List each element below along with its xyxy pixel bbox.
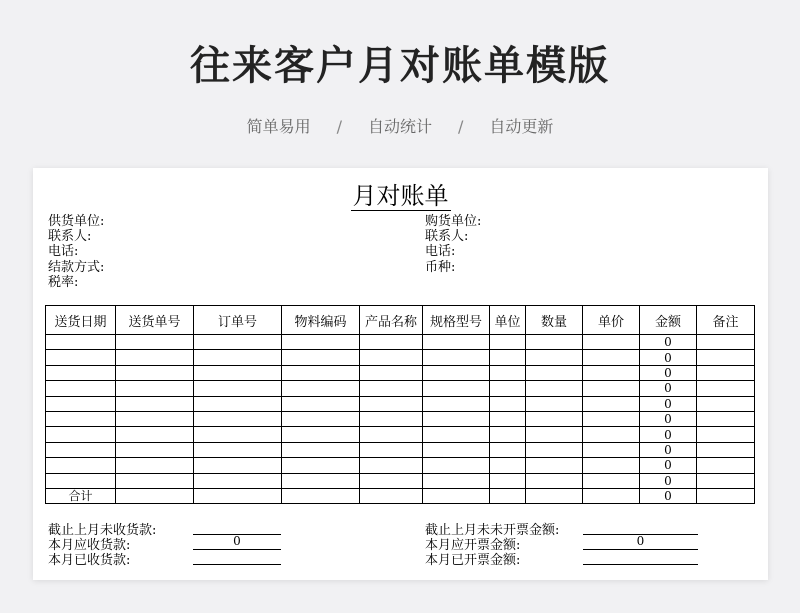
summary-value: 0: [193, 534, 281, 550]
buyer-field: 购货单位:: [425, 214, 482, 229]
amount-cell: 0: [640, 365, 697, 380]
table-cell: [490, 458, 526, 473]
table-cell: [116, 396, 194, 411]
table-cell: [360, 427, 423, 442]
table-cell: [423, 473, 490, 488]
table-cell: [282, 365, 360, 380]
column-header: 金额: [640, 306, 697, 335]
table-row: [46, 396, 755, 411]
subtitle-item: 自动统计: [367, 117, 432, 136]
summary-label: 截止上月未未开票金额:: [425, 523, 560, 538]
summary-label: 本月已开票金额:: [425, 553, 521, 568]
table-cell: [46, 442, 116, 457]
table-row: [46, 458, 755, 473]
buyer-info: [425, 214, 481, 275]
table-row: [46, 381, 755, 396]
statement-table: [45, 305, 755, 504]
table-cell: [360, 335, 423, 350]
table-cell: [46, 335, 116, 350]
table-cell: [360, 411, 423, 426]
table-cell: [116, 442, 194, 457]
column-header: 单位: [490, 306, 526, 335]
table-cell: [116, 458, 194, 473]
table-cell: [697, 442, 755, 457]
table-row: [46, 411, 755, 426]
amount-cell: 0: [640, 442, 697, 457]
table-cell: [194, 427, 282, 442]
table-cell: [360, 365, 423, 380]
buyer-field: 币种:: [425, 259, 456, 275]
table-cell: [116, 411, 194, 426]
table-cell: [116, 427, 194, 442]
table-cell: [490, 488, 526, 503]
table-cell: [583, 396, 640, 411]
amount-cell: 0: [640, 427, 697, 442]
table-cell: [360, 350, 423, 365]
table-cell: [423, 488, 490, 503]
table-cell: [423, 335, 490, 350]
buyer-field: 联系人:: [425, 229, 469, 245]
table-cell: [583, 365, 640, 380]
table-cell: [526, 381, 583, 396]
column-header: 规格型号: [423, 306, 490, 335]
table-cell: [583, 442, 640, 457]
table-cell: [697, 350, 755, 365]
table-cell: [116, 473, 194, 488]
table-cell: [116, 488, 194, 503]
table-cell: [583, 335, 640, 350]
column-header: 数量: [526, 306, 583, 335]
table-cell: [526, 411, 583, 426]
table-cell: [360, 381, 423, 396]
table-cell: [46, 427, 116, 442]
table-cell: [526, 458, 583, 473]
table-cell: [697, 458, 755, 473]
amount-cell: 0: [640, 350, 697, 365]
amount-cell: 0: [640, 381, 697, 396]
subtitle-separator: /: [336, 117, 342, 136]
table-cell: [423, 442, 490, 457]
page-title: 往来客户月对账单模版: [190, 43, 610, 89]
column-header: 送货日期: [46, 306, 116, 335]
amount-cell: 0: [640, 396, 697, 411]
table-cell: [697, 473, 755, 488]
table-cell: [526, 473, 583, 488]
table-cell: [697, 427, 755, 442]
table-cell: [490, 473, 526, 488]
table-cell: [194, 488, 282, 503]
table-cell: [194, 411, 282, 426]
table-cell: [526, 488, 583, 503]
buyer-field: 电话:: [425, 244, 456, 260]
column-header: 产品名称: [360, 306, 423, 335]
supplier-field: 电话:: [48, 244, 79, 260]
total-label: 合计: [46, 488, 116, 503]
table-cell: [194, 458, 282, 473]
summary-value: [583, 519, 698, 535]
table-body: [46, 335, 755, 504]
summary-value: [583, 549, 698, 565]
total-row: [46, 488, 755, 503]
table-cell: [423, 396, 490, 411]
table-row: [46, 365, 755, 380]
table-cell: [490, 442, 526, 457]
table-cell: [46, 350, 116, 365]
table-cell: [194, 365, 282, 380]
sheet-title: 月对账单: [352, 182, 449, 210]
table-cell: [194, 396, 282, 411]
table-cell: [46, 365, 116, 380]
table-cell: [194, 350, 282, 365]
table-cell: [282, 427, 360, 442]
table-cell: [360, 442, 423, 457]
table-cell: [423, 350, 490, 365]
table-cell: [423, 381, 490, 396]
table-cell: [360, 473, 423, 488]
table-cell: [697, 381, 755, 396]
table-cell: [526, 427, 583, 442]
table-cell: [194, 335, 282, 350]
table-cell: [490, 335, 526, 350]
table-cell: [583, 411, 640, 426]
supplier-info: [48, 214, 104, 290]
summary-label: 本月应开票金额:: [425, 538, 521, 553]
total-amount: 0: [640, 488, 697, 503]
table-cell: [526, 350, 583, 365]
table-cell: [526, 365, 583, 380]
table-cell: [46, 458, 116, 473]
subtitle: [0, 114, 800, 137]
table-row: [46, 473, 755, 488]
table-cell: [282, 396, 360, 411]
table-cell: [282, 442, 360, 457]
table-cell: [697, 335, 755, 350]
supplier-field: 供货单位:: [48, 214, 105, 229]
table-cell: [526, 396, 583, 411]
amount-cell: 0: [640, 335, 697, 350]
subtitle-item: 简单易用: [246, 117, 311, 136]
table-cell: [490, 396, 526, 411]
table-cell: [116, 350, 194, 365]
table-cell: [490, 411, 526, 426]
table-cell: [116, 365, 194, 380]
column-header: 物料编码: [282, 306, 360, 335]
summary-value: [193, 519, 281, 535]
table-cell: [526, 442, 583, 457]
table-cell: [46, 381, 116, 396]
table-cell: [282, 381, 360, 396]
table-cell: [583, 473, 640, 488]
table-cell: [697, 365, 755, 380]
table-row: [46, 427, 755, 442]
column-header: 订单号: [194, 306, 282, 335]
table-cell: [490, 365, 526, 380]
table-cell: [423, 365, 490, 380]
table-cell: [583, 381, 640, 396]
summary-label: 本月已收货款:: [48, 553, 131, 568]
table-cell: [423, 458, 490, 473]
table-row: [46, 350, 755, 365]
table-cell: [526, 335, 583, 350]
table-cell: [194, 381, 282, 396]
table-row: [46, 442, 755, 457]
table-cell: [282, 335, 360, 350]
table-cell: [116, 335, 194, 350]
table-cell: [423, 411, 490, 426]
table-cell: [360, 396, 423, 411]
summary-label: 截止上月未收货款:: [48, 523, 157, 538]
table-cell: [282, 411, 360, 426]
table-cell: [194, 442, 282, 457]
table-cell: [282, 350, 360, 365]
table-cell: [583, 350, 640, 365]
table-cell: [46, 473, 116, 488]
supplier-field: 结款方式:: [48, 259, 105, 275]
table-cell: [46, 396, 116, 411]
table-cell: [583, 488, 640, 503]
table-cell: [583, 458, 640, 473]
statement-sheet: [33, 168, 768, 580]
amount-cell: 0: [640, 411, 697, 426]
table-cell: [46, 411, 116, 426]
amount-cell: 0: [640, 473, 697, 488]
column-header: 备注: [697, 306, 755, 335]
supplier-field: 联系人:: [48, 229, 92, 245]
summary-value: 0: [583, 534, 698, 550]
table-cell: [423, 427, 490, 442]
table-cell: [490, 350, 526, 365]
table-row: [46, 335, 755, 350]
summary-label: 本月应收货款:: [48, 538, 131, 553]
column-header: 送货单号: [116, 306, 194, 335]
table-cell: [282, 488, 360, 503]
table-cell: [490, 427, 526, 442]
table-cell: [282, 458, 360, 473]
table-cell: [697, 488, 755, 503]
table-cell: [360, 488, 423, 503]
table-cell: [697, 411, 755, 426]
table-cell: [116, 381, 194, 396]
subtitle-separator: /: [458, 117, 464, 136]
amount-cell: 0: [640, 458, 697, 473]
table-cell: [583, 427, 640, 442]
supplier-field: 税率:: [48, 274, 79, 290]
summary-value: [193, 549, 281, 565]
column-header: 单价: [583, 306, 640, 335]
table-cell: [360, 458, 423, 473]
table-cell: [490, 381, 526, 396]
table-cell: [282, 473, 360, 488]
table-cell: [194, 473, 282, 488]
table-cell: [697, 396, 755, 411]
subtitle-item: 自动更新: [489, 117, 554, 136]
table-header-row: [46, 306, 755, 335]
